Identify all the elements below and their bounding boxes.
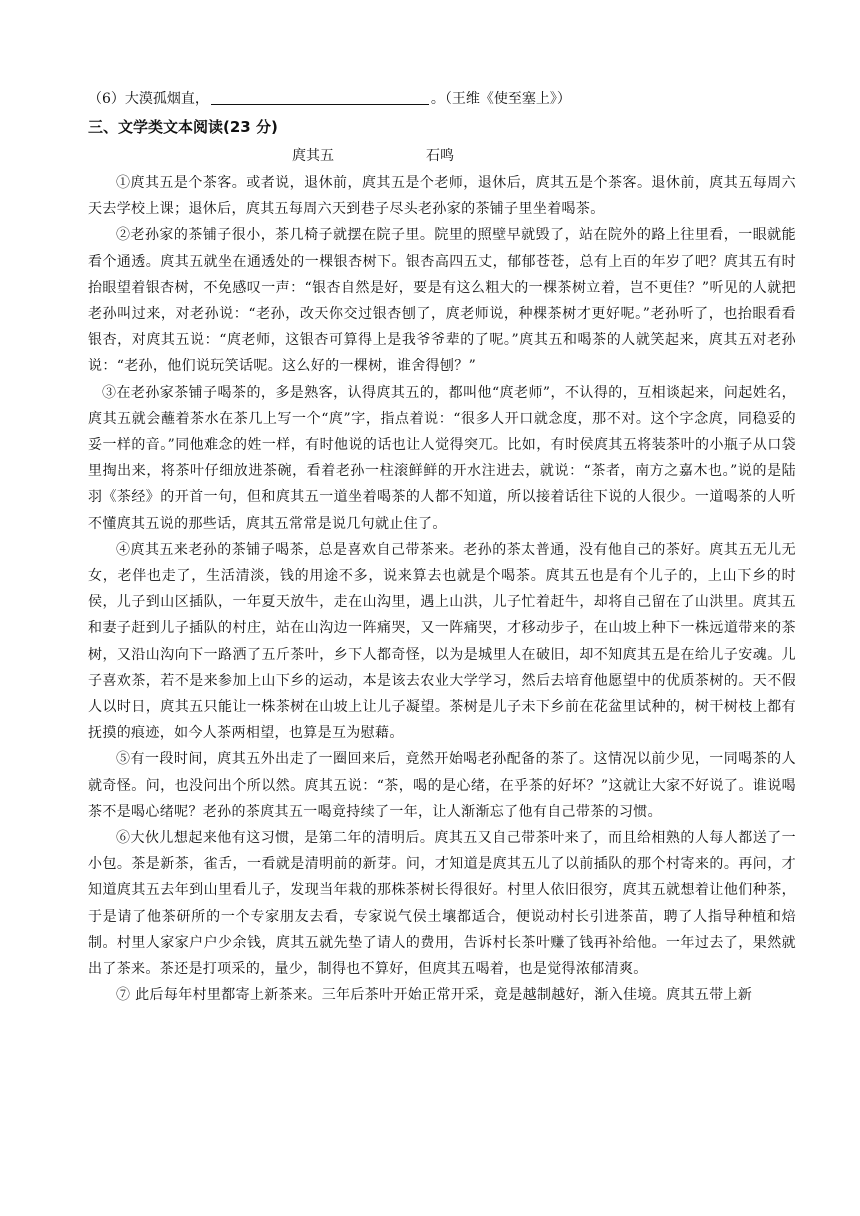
document-page (88, 86, 796, 1009)
paragraph-3: ③在老孙家茶铺子喝茶的，多是熟客，认得庹其五的，都叫他“庹老师”，不认得的，互相谈起来，问起姓名，庹其五就会蘸着茶水在茶几上写一个“庹”字，指点着说：“很多人开口就念度，那不对。这个字念庹，同稳妥的妥一样的音。”同他难念的姓一样，有时他说的话也让人觉得突兀。比如，有时侯庹其五将装茶叶的小瓶子从口袋里掏出来，将茶叶仔细放进茶碗，看着老孙一柱滚鲜鲜的开水注进去，就说：“茶者，南方之嘉木也。”说的是陆羽《茶经》的开首一句，但和庹其五一道坐着喝茶的人都不知道，所以接着话往下说的人很少。一道喝茶的人听不懂庹其五说的那些话，庹其五常常是说几句就止住了。 (88, 384, 796, 532)
story-author: 石鸣 (426, 148, 454, 164)
paragraph-7: ⑦ 此后每年村里都寄上新茶来。三年后茶叶开始正常开采，竟是越制越好，渐入佳境。庹其五带上新 (116, 987, 753, 1004)
question-6-prefix: （6）大漠孤烟直， (88, 91, 209, 107)
section-title: 三、文学类文本阅读(23 分) (88, 118, 278, 136)
paragraph-4: ④庹其五来老孙的茶铺子喝茶，总是喜欢自己带茶来。老孙的茶太普通，没有他自己的茶好。庹其五无儿无女，老伴也走了，生活清淡，钱的用途不多，说来算去也就是个喝茶。庹其五也是有个儿子的，上山下乡的时侯，儿子到山区插队，一年夏天放牛，走在山沟里，遇上山洪，儿子忙着赶牛，却将自己留在了山洪里。庹其五和妻子赶到儿子插队的村庄，站在山沟边一阵痛哭，又一阵痛哭，才移动步子，在山坡上种下一株远道带来的茶树，又沿山沟向下一路洒了五斤茶叶，乡下人都奇怪，以为是城里人在破旧，却不知庹其五是在给儿子安魂。儿子喜欢茶，若不是来参加上山下乡的运动，本是该去农业大学学习，然后去培育他愿望中的优质茶树的。天不假人以时日，庹其五只能让一株茶树在山坡上让儿子凝望。茶树是儿子未下乡前在花盆里试种的，树干树枝上都有抚摸的痕迹，如今人茶两相望，也算是互为慰藉。 (88, 541, 796, 742)
answer-blank[interactable] (211, 88, 429, 105)
paragraph-1: ①庹其五是个茶客。或者说，退休前，庹其五是个老师，退休后，庹其五是个茶客。退休前，庹其五每周六天去学校上课；退休后，庹其五每周六天到巷子尽头老孙家的茶铺子里坐着喝茶。 (88, 175, 796, 218)
story-header (88, 142, 796, 170)
question-6 (88, 86, 796, 112)
story-title: 庹其五 (292, 148, 334, 164)
paragraph-6: ⑥大伙儿想起来他有这习惯，是第二年的清明后。庹其五又自己带茶叶来了，而且给相熟的人每人都送了一小包。茶是新茶，雀舌，一看就是清明前的新芽。问，才知道是庹其五儿了以前插队的那个村寄来的。再问，才知道庹其五去年到山里看儿子，发现当年栽的那株茶树长得很好。村里人依旧很穷，庹其五就想着让他们种茶，于是请了他茶研所的一个专家朋友去看，专家说气侯土壤都适合，便说动村长引进茶苗，聘了人指导种植和焙制。村里人家家户户少余钱，庹其五就先垫了请人的费用，告诉村长茶叶赚了钱再补给他。一年过去了，果然就出了茶来。茶还是打项采的，量少，制得也不算好，但庹其五喝着，也是觉得浓郁清爽。 (88, 830, 796, 978)
question-6-suffix: 。（王维《使至塞上》） (430, 91, 571, 107)
paragraph-5: ⑤有一段时间，庹其五外出走了一圈回来后，竟然开始喝老孙配备的茶了。这情况以前少见，一同喝茶的人就奇怪。问，也没问出个所以然。庹其五说：“茶，喝的是心绪，在乎茶的好坏？”这就让大家不好说了。谁说喝茶不是喝心绪呢？老孙的茶庹其五一喝竟持续了一年，让人渐渐忘了他有自己带茶的习惯。 (88, 751, 796, 820)
paragraph-2: ②老孙家的茶铺子很小，茶几椅子就摆在院子里。院里的照壁早就毁了，站在院外的路上往里看，一眼就能看个通透。庹其五就坐在通透处的一棵银杏树下。银杏高四五丈，郁郁苍苍，总有上百的年岁了吧？庹其五有时抬眼望着银杏树，不免感叹一声：“银杏自然是好，要是有这么粗大的一棵茶树立着，岂不更佳？”听见的人就把老孙叫过来，对老孙说：“老孙，改天你交过银杏刨了，庹老师说，种棵茶树才更好呢。”老孙听了，也抬眼看看银杏，对庹其五说：“庹老师，这银杏可算得上是我爷爷辈的了呢。”庹其五和喝茶的人就笑起来，庹其五对老孙说：“老孙，他们说玩笑话呢。这么好的一棵树，谁舍得刨？” (88, 227, 796, 375)
